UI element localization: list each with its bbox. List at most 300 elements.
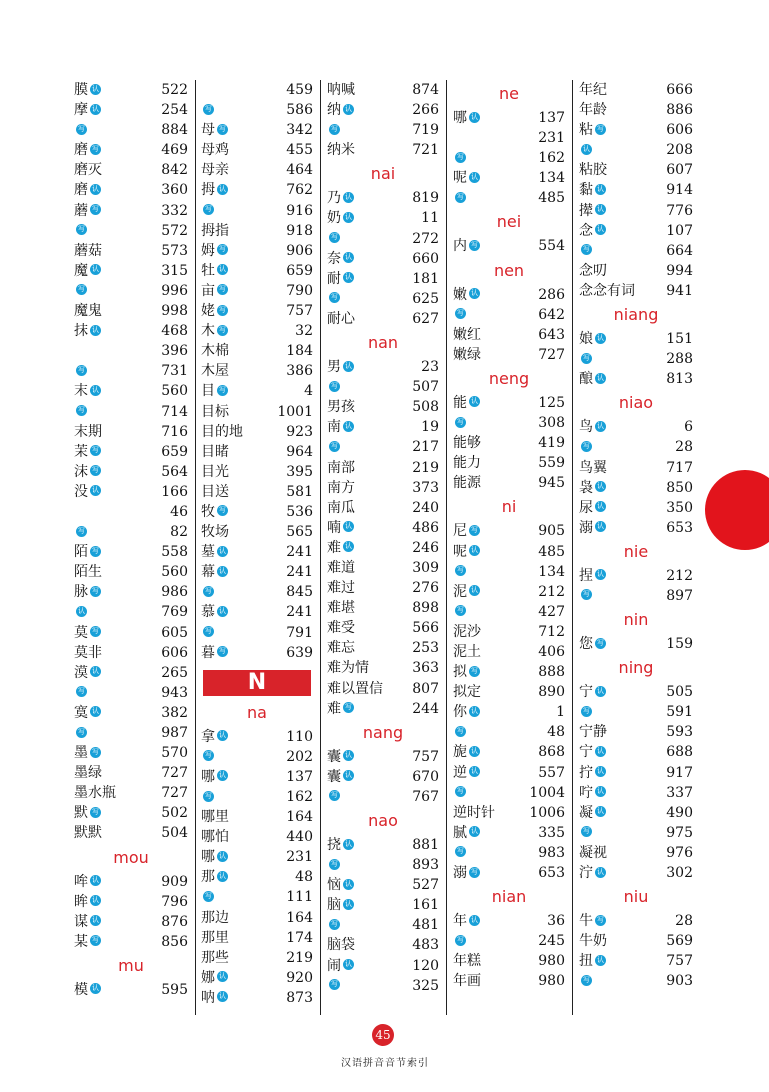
recognize-badge-icon: 认 (471, 706, 478, 715)
write-badge-icon: 写 (583, 706, 590, 715)
index-entry (575, 722, 697, 742)
recognize-badge-icon: 认 (219, 851, 226, 860)
index-entry (70, 502, 192, 522)
entry-page-number: 4 (304, 383, 313, 400)
entry-word-text: 磨灭 (74, 162, 102, 179)
index-entry (323, 478, 443, 498)
write-badge-icon: 写 (471, 867, 478, 876)
entry-word (579, 634, 606, 654)
index-entry (197, 321, 317, 341)
entry-word (327, 835, 354, 855)
entry-page-number: 876 (161, 913, 188, 930)
index-entry (323, 417, 443, 437)
index-entry (449, 305, 569, 325)
entry-word (453, 542, 480, 562)
entry-word (74, 892, 101, 912)
index-entry (70, 522, 192, 542)
entry-word (201, 381, 228, 401)
entry-word-text: 抹 (74, 323, 88, 340)
entry-page-number: 254 (161, 102, 188, 119)
entry-page-number: 767 (412, 788, 439, 805)
write-badge-icon: 写 (457, 417, 464, 426)
index-entry (449, 763, 569, 783)
entry-page-number: 134 (538, 563, 565, 580)
entry-word (74, 542, 101, 562)
write-badge-icon: 写 (471, 240, 478, 249)
entry-word (579, 80, 607, 100)
entry-word (327, 120, 340, 140)
index-entry (323, 120, 443, 140)
index-entry (323, 699, 443, 719)
entry-word (327, 377, 340, 397)
entry-page-number: 502 (161, 805, 188, 822)
recognize-badge-icon: 认 (597, 686, 604, 695)
entry-page-number: 659 (161, 443, 188, 460)
recognize-badge-icon: 认 (471, 827, 478, 836)
recognize-badge-icon: 认 (597, 955, 604, 964)
entry-page-number: 455 (286, 142, 313, 159)
entry-word (579, 498, 606, 518)
index-entry (449, 863, 569, 883)
entry-word (201, 542, 228, 562)
entry-word-text: 宁 (579, 684, 593, 701)
write-badge-icon: 写 (219, 385, 226, 394)
entry-word (201, 867, 228, 887)
index-entry (70, 321, 192, 341)
index-entry (449, 285, 569, 305)
recognize-badge-icon: 认 (471, 767, 478, 776)
index-entry (197, 867, 317, 887)
entry-page-number: 996 (161, 282, 188, 299)
syllable-header: nao (368, 811, 398, 830)
entry-page-number: 315 (161, 262, 188, 279)
entry-word (453, 622, 481, 642)
index-entry (575, 634, 697, 654)
entry-page-number: 1006 (529, 804, 565, 821)
entry-word-text: 沫 (74, 463, 88, 480)
entry-word-text: 泥土 (453, 643, 481, 660)
recognize-badge-icon: 认 (597, 767, 604, 776)
entry-page-number: 570 (161, 745, 188, 762)
entry-page-number: 325 (412, 977, 439, 994)
index-entry (449, 433, 569, 453)
index-entry (70, 683, 192, 703)
index-entry (575, 823, 697, 843)
index-entry (197, 727, 317, 747)
recognize-badge-icon: 认 (219, 992, 226, 1001)
index-entry (449, 742, 569, 762)
write-badge-icon: 写 (92, 627, 99, 636)
write-badge-icon: 写 (345, 703, 352, 712)
recognize-badge-icon: 认 (345, 771, 352, 780)
entry-word-text: 难 (327, 700, 341, 717)
index-entry (575, 863, 697, 883)
entry-word (453, 148, 466, 168)
entry-page-number: 110 (286, 728, 313, 745)
entry-page-number: 508 (412, 399, 439, 416)
recognize-badge-icon: 认 (345, 522, 352, 531)
entry-word (201, 321, 228, 341)
entry-page-number: 906 (286, 242, 313, 259)
entry-word (579, 160, 607, 180)
write-badge-icon: 写 (92, 807, 99, 816)
entry-word (201, 140, 229, 160)
entry-page-number: 266 (412, 102, 439, 119)
entry-word-text: 默 (74, 805, 88, 822)
entry-word (453, 473, 481, 493)
entry-word (579, 911, 606, 931)
entry-word (327, 140, 355, 160)
entry-page-number: 643 (538, 326, 565, 343)
index-entry (70, 462, 192, 482)
entry-word (201, 221, 229, 241)
entry-word (453, 662, 480, 682)
entry-word (579, 763, 606, 783)
entry-word-text: 凝 (579, 804, 593, 821)
entry-word (74, 221, 87, 241)
entry-word (74, 582, 101, 602)
entry-word (327, 767, 354, 787)
entry-word-text: 撵 (579, 202, 593, 219)
entry-page-number: 240 (412, 499, 439, 516)
entry-page-number: 481 (412, 917, 439, 934)
entry-page-number: 639 (286, 644, 313, 661)
index-entry (197, 988, 317, 1008)
entry-word-text: 墨水瓶 (74, 785, 116, 802)
page-number: 45 (372, 1024, 394, 1046)
write-badge-icon: 写 (219, 305, 226, 314)
entry-page-number: 23 (421, 359, 439, 376)
entry-word (201, 562, 228, 582)
entry-page-number: 873 (286, 989, 313, 1006)
entry-page-number: 485 (538, 190, 565, 207)
entry-word-text: 年龄 (579, 102, 607, 119)
index-entry (575, 458, 697, 478)
column-divider (572, 80, 573, 1015)
entry-word (327, 417, 354, 437)
entry-word-text: 南部 (327, 459, 355, 476)
entry-word-text: 咛 (579, 784, 593, 801)
entry-word (579, 931, 607, 951)
index-entry (575, 518, 697, 538)
syllable-header: ning (618, 658, 654, 678)
recognize-badge-icon: 认 (345, 542, 352, 551)
index-entry (70, 872, 192, 892)
entry-word-text: 南瓜 (327, 499, 355, 516)
recognize-badge-icon: 认 (219, 566, 226, 575)
index-entry (323, 538, 443, 558)
entry-word (201, 361, 229, 381)
entry-word-text: 漠 (74, 664, 88, 681)
index-entry (449, 393, 569, 413)
index-entry (197, 201, 317, 221)
entry-page-number: 653 (666, 519, 693, 536)
entry-word-text: 谋 (74, 913, 88, 930)
entry-word (201, 887, 214, 907)
index-entry (323, 915, 443, 935)
entry-word-text: 目送 (201, 483, 229, 500)
write-badge-icon: 写 (331, 791, 338, 800)
index-entry (323, 787, 443, 807)
index-entry (323, 140, 443, 160)
entry-page-number: 727 (161, 765, 188, 782)
entry-page-number: 219 (286, 949, 313, 966)
recognize-badge-icon: 认 (597, 807, 604, 816)
recognize-badge-icon: 认 (345, 192, 352, 201)
entry-page-number: 161 (412, 897, 439, 914)
entry-page-number: 166 (161, 483, 188, 500)
entry-word (74, 872, 101, 892)
index-entry (323, 618, 443, 638)
entry-word (579, 329, 606, 349)
entry-word (201, 180, 228, 200)
entry-word (579, 261, 607, 281)
write-badge-icon: 写 (583, 827, 590, 836)
index-entry (70, 582, 192, 602)
entry-word-text: 尼 (453, 523, 467, 540)
entry-page-number: 386 (286, 363, 313, 380)
entry-page-number: 396 (161, 343, 188, 360)
entry-word (201, 301, 228, 321)
recognize-badge-icon: 认 (471, 546, 478, 554)
entry-word-text: 年 (453, 913, 467, 930)
entry-page-number: 560 (161, 564, 188, 581)
entry-page-number: 560 (161, 383, 188, 400)
entry-page-number: 666 (666, 82, 693, 98)
write-badge-icon: 写 (92, 466, 99, 475)
recognize-badge-icon: 认 (597, 746, 604, 755)
index-entry (197, 80, 317, 100)
entry-word (201, 522, 229, 542)
entry-word-text: 拧 (579, 764, 593, 781)
entry-word-text: 捏 (579, 567, 593, 584)
entry-page-number: 945 (538, 475, 565, 492)
write-badge-icon: 写 (583, 353, 590, 362)
entry-word-text: 蘑 (74, 202, 88, 219)
index-entry (449, 148, 569, 168)
entry-page-number: 595 (161, 981, 188, 998)
index-entry (323, 638, 443, 658)
entry-page-number: 762 (286, 182, 313, 199)
index-entry (449, 783, 569, 803)
recognize-badge-icon: 认 (92, 896, 99, 905)
index-entry (197, 562, 317, 582)
entry-word-text: 牡 (201, 262, 215, 279)
entry-word-text: 牧场 (201, 524, 229, 541)
entry-word-text: 囊 (327, 748, 341, 765)
index-entry (197, 301, 317, 321)
recognize-badge-icon: 认 (92, 104, 99, 113)
index-entry (70, 261, 192, 281)
entry-word (327, 498, 355, 518)
entry-word (579, 742, 606, 762)
index-entry (323, 956, 443, 976)
index-entry (449, 236, 569, 256)
recognize-badge-icon: 认 (597, 570, 604, 579)
write-badge-icon: 写 (597, 915, 604, 924)
entry-page-number: 350 (666, 499, 693, 516)
entry-word (74, 663, 101, 683)
entry-page-number: 625 (412, 290, 439, 307)
index-entry (70, 912, 192, 932)
index-entry (449, 843, 569, 863)
entry-word-text: 默默 (74, 825, 102, 842)
syllable-header: nai (370, 164, 396, 184)
entry-word-text: 呐 (201, 989, 215, 1006)
write-badge-icon: 写 (78, 687, 85, 696)
entry-word-text: 念念有词 (579, 282, 635, 299)
entry-page-number: 566 (412, 620, 439, 637)
recognize-badge-icon: 认 (597, 421, 604, 430)
entry-word (327, 875, 354, 895)
index-entry (197, 928, 317, 948)
index-entry (197, 100, 317, 120)
entry-word-text: 难堪 (327, 600, 355, 617)
index-entry (323, 498, 443, 518)
index-entry (70, 703, 192, 723)
index-entry (70, 402, 192, 422)
write-badge-icon: 写 (219, 325, 226, 334)
entry-page-number: 819 (412, 190, 439, 207)
entry-page-number: 342 (286, 122, 313, 139)
entry-page-number: 440 (286, 829, 313, 846)
entry-page-number: 714 (161, 403, 188, 420)
column-divider (320, 80, 321, 1015)
entry-page-number: 994 (666, 262, 693, 279)
index-entry (449, 602, 569, 622)
index-entry (449, 562, 569, 582)
section-letter-row (197, 663, 317, 699)
entry-word-text: 粘 (579, 122, 593, 139)
entry-word (74, 803, 101, 823)
entry-word-text: 溺 (453, 865, 467, 881)
entry-word (74, 160, 102, 180)
recognize-badge-icon: 认 (471, 289, 478, 298)
entry-word-text: 目光 (201, 463, 229, 480)
entry-page-number: 893 (412, 857, 439, 874)
entry-word (453, 168, 480, 188)
write-badge-icon: 写 (92, 144, 99, 153)
entry-word (327, 855, 340, 875)
entry-word-text: 呢 (453, 543, 467, 560)
entry-page-number: 244 (412, 700, 439, 717)
recognize-badge-icon: 认 (597, 502, 604, 511)
recognize-badge-icon: 认 (219, 546, 226, 555)
write-badge-icon: 写 (331, 381, 338, 390)
entry-word-text: 慕 (201, 604, 215, 621)
entry-word (453, 602, 466, 622)
entry-word (453, 702, 480, 722)
write-badge-icon: 写 (331, 293, 338, 302)
entry-word-text: 墨 (74, 745, 88, 762)
entry-word-text: 墓 (201, 544, 215, 561)
entry-word (201, 422, 243, 442)
entry-page-number: 162 (286, 789, 313, 805)
recognize-badge-icon: 认 (219, 771, 226, 780)
entry-word (453, 188, 466, 208)
entry-word (453, 582, 480, 602)
entry-word-text: 拟 (453, 664, 467, 681)
entry-page-number: 642 (538, 306, 565, 323)
entry-word (579, 971, 592, 991)
index-entry (575, 349, 697, 369)
index-entry (449, 823, 569, 843)
index-entry (323, 658, 443, 678)
index-entry (575, 369, 697, 389)
recognize-badge-icon: 认 (219, 265, 226, 274)
entry-page-number: 909 (161, 873, 188, 890)
entry-page-number: 881 (412, 837, 439, 853)
entry-page-number: 998 (161, 303, 188, 320)
recognize-badge-icon: 认 (471, 397, 478, 406)
entry-word-text: 陌 (74, 544, 88, 561)
recognize-badge-icon: 认 (597, 184, 604, 193)
entry-word-text: 鸟翼 (579, 459, 607, 476)
index-entry (575, 160, 697, 180)
recognize-badge-icon: 认 (78, 606, 85, 615)
index-entry (449, 582, 569, 602)
index-entry (70, 743, 192, 763)
entry-word (201, 623, 214, 643)
entry-word-text: 泞 (579, 865, 593, 881)
syllable-header: nang (362, 722, 404, 742)
entry-word-text: 能够 (453, 435, 481, 452)
index-entry (575, 682, 697, 702)
entry-word-text: 难道 (327, 559, 355, 576)
entry-word-text: 那 (201, 869, 215, 886)
recognize-badge-icon: 认 (471, 586, 478, 595)
entry-word-text: 木 (201, 323, 215, 340)
recognize-badge-icon: 认 (345, 960, 352, 969)
column-divider (446, 80, 447, 1015)
entry-page-number: 905 (538, 523, 565, 540)
entry-word (453, 521, 480, 541)
entry-word (201, 261, 228, 281)
entry-word (74, 261, 101, 281)
index-entry (575, 80, 697, 100)
recognize-badge-icon: 认 (597, 333, 604, 342)
index-entry (323, 558, 443, 578)
entry-word-text: 能 (453, 394, 467, 411)
write-badge-icon: 写 (457, 787, 464, 796)
entry-word-text: 脑 (327, 897, 341, 914)
entry-page-number: 975 (666, 824, 693, 841)
entry-word (74, 422, 102, 442)
entry-word (74, 683, 87, 703)
entry-page-number: 664 (666, 242, 693, 259)
index-entry (70, 422, 192, 442)
index-entry (449, 702, 569, 722)
syllable-header: ne (499, 84, 519, 103)
entry-word (327, 538, 354, 558)
entry-page-number: 151 (666, 331, 693, 348)
index-entry (449, 803, 569, 823)
write-badge-icon: 写 (205, 891, 212, 900)
entry-page-number: 485 (538, 543, 565, 560)
entry-page-number: 202 (286, 748, 313, 765)
index-entry (575, 261, 697, 281)
entry-page-number: 1 (556, 704, 565, 721)
entry-word-text: 拇指 (201, 222, 229, 239)
entry-page-number: 253 (412, 640, 439, 657)
entry-word-text: 那边 (201, 909, 229, 926)
entry-word (201, 643, 228, 663)
entry-word (579, 417, 606, 437)
entry-page-number: 125 (538, 394, 565, 411)
entry-word-text: 酿 (579, 371, 593, 388)
recognize-badge-icon: 认 (471, 172, 478, 181)
entry-word (453, 453, 481, 473)
